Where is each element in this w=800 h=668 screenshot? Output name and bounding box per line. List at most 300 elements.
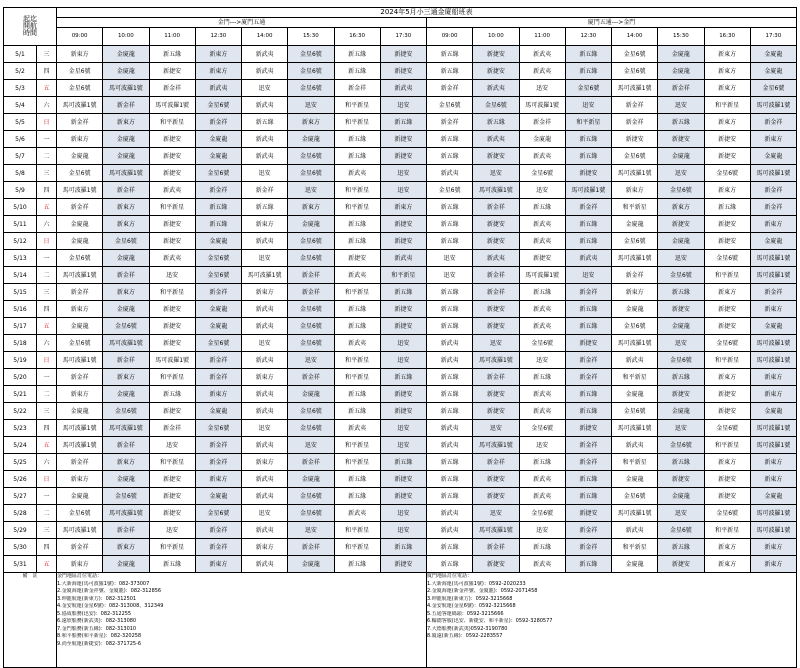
ferry-cell-outbound: 新武夷 [242, 556, 288, 573]
ferry-cell-inbound: 和平新星 [704, 267, 750, 284]
ferry-cell-inbound: 新捷安 [565, 420, 611, 437]
table-row [4, 471, 797, 488]
notes-kinmen-item: 5.協成船務(迅安)：082-312255 [57, 610, 132, 617]
ferry-cell-inbound: 金廈龍 [612, 471, 658, 488]
departure-time-right: 17:30 [750, 28, 796, 46]
ferry-cell-outbound: 迅安 [149, 267, 195, 284]
ferry-cell-inbound: 馬可波羅1號 [473, 352, 519, 369]
ferry-cell-inbound: 新東方 [612, 182, 658, 199]
ferry-cell-outbound: 新捷安 [380, 318, 426, 335]
ferry-cell-outbound: 金廈龍 [103, 301, 149, 318]
ferry-cell-inbound: 新東方 [750, 386, 796, 403]
ferry-cell-inbound: 新東方 [704, 539, 750, 556]
ferry-cell-inbound: 新五緣 [427, 233, 473, 250]
ferry-cell-outbound: 馬可波羅1號 [103, 165, 149, 182]
table-row [4, 131, 797, 148]
table-row [4, 318, 797, 335]
ferry-cell-inbound: 新五緣 [427, 199, 473, 216]
ferry-cell-inbound: 金星6號 [658, 352, 704, 369]
table-row [4, 97, 797, 114]
ferry-cell-outbound: 新東方 [242, 216, 288, 233]
ferry-cell-inbound: 新五緣 [565, 233, 611, 250]
ferry-cell-inbound: 新捷安 [565, 505, 611, 522]
ferry-cell-inbound: 新五緣 [473, 114, 519, 131]
table-row [4, 63, 797, 80]
row-date: 5/8 [4, 165, 37, 182]
ferry-cell-outbound: 新五緣 [380, 284, 426, 301]
ferry-cell-inbound: 新捷安 [473, 403, 519, 420]
ferry-cell-outbound: 新金祥 [103, 437, 149, 454]
ferry-cell-outbound: 新武夷 [380, 250, 426, 267]
ferry-cell-inbound: 新五緣 [427, 539, 473, 556]
ferry-cell-outbound: 迅安 [149, 522, 195, 539]
ferry-cell-inbound: 新捷安 [473, 233, 519, 250]
ferry-cell-inbound: 金星6號 [473, 97, 519, 114]
ferry-cell-inbound: 迅安 [658, 165, 704, 182]
ferry-cell-outbound: 新武夷 [242, 471, 288, 488]
ferry-cell-outbound: 新金祥 [57, 539, 103, 556]
row-date: 5/28 [4, 505, 37, 522]
ferry-cell-inbound: 新五緣 [427, 471, 473, 488]
ferry-cell-inbound: 馬可波羅1號 [750, 522, 796, 539]
ferry-cell-outbound: 金廈龍 [195, 233, 241, 250]
ferry-cell-outbound: 和平新星 [149, 539, 195, 556]
ferry-cell-inbound: 馬可波羅1號 [612, 420, 658, 437]
ferry-cell-outbound: 新金祥 [195, 182, 241, 199]
row-weekday: 三 [37, 46, 57, 63]
ferry-cell-inbound: 新東方 [750, 471, 796, 488]
ferry-cell-inbound: 新武夷 [427, 335, 473, 352]
ferry-cell-inbound: 新五緣 [565, 216, 611, 233]
ferry-cell-inbound: 新五緣 [658, 454, 704, 471]
ferry-cell-outbound: 新捷安 [149, 216, 195, 233]
departure-time-right: 11:00 [519, 28, 565, 46]
ferry-cell-inbound: 新東方 [704, 556, 750, 573]
departure-time-right: 09:00 [427, 28, 473, 46]
notes-xiamen-item: 7.大德船務(新武夷)0592-3190780 [427, 625, 508, 632]
ferry-cell-outbound: 新五緣 [334, 488, 380, 505]
ferry-cell-inbound: 馬可波羅1號 [612, 505, 658, 522]
ferry-cell-inbound: 金星6號 [704, 165, 750, 182]
ferry-cell-inbound: 新捷安 [704, 318, 750, 335]
row-date: 5/3 [4, 80, 37, 97]
ferry-cell-inbound: 馬可波羅1號 [750, 267, 796, 284]
ferry-cell-inbound: 新武夷 [519, 216, 565, 233]
ferry-cell-outbound: 新捷安 [380, 403, 426, 420]
row-weekday: 三 [37, 403, 57, 420]
ferry-cell-inbound: 新捷安 [704, 488, 750, 505]
ferry-cell-outbound: 和平新星 [334, 114, 380, 131]
table-row [4, 522, 797, 539]
ferry-cell-outbound: 新東方 [103, 454, 149, 471]
table-row [4, 216, 797, 233]
ferry-cell-inbound: 金廈龍 [750, 403, 796, 420]
ferry-cell-outbound: 新武夷 [242, 301, 288, 318]
direction-kinmen-to-xiamen: 金門--->廈門五通 [57, 18, 427, 28]
ferry-cell-outbound: 金廈龍 [57, 216, 103, 233]
ferry-cell-outbound: 馬可波羅1號 [57, 420, 103, 437]
ferry-cell-inbound: 新捷安 [473, 148, 519, 165]
ferry-cell-inbound: 金廈龍 [658, 488, 704, 505]
ferry-cell-outbound: 迅安 [380, 352, 426, 369]
ferry-cell-outbound: 和平新星 [334, 369, 380, 386]
ferry-cell-inbound: 新武夷 [427, 420, 473, 437]
ferry-cell-inbound: 迅安 [519, 182, 565, 199]
ferry-cell-outbound: 新東方 [195, 386, 241, 403]
ferry-cell-inbound: 新東方 [704, 114, 750, 131]
ferry-cell-outbound: 金星6號 [195, 165, 241, 182]
ferry-cell-inbound: 新金祥 [427, 114, 473, 131]
ferry-cell-outbound: 金星6號 [195, 420, 241, 437]
notes-kinmen-list [57, 581, 426, 649]
ferry-cell-outbound: 新捷安 [380, 386, 426, 403]
row-weekday: 四 [37, 182, 57, 199]
ferry-cell-inbound: 金廈龍 [612, 556, 658, 573]
table-row [4, 386, 797, 403]
ferry-cell-inbound: 新五緣 [427, 369, 473, 386]
ferry-cell-inbound: 金廈龍 [750, 318, 796, 335]
table-row [4, 556, 797, 573]
ferry-cell-inbound: 新捷安 [658, 301, 704, 318]
table-row [4, 250, 797, 267]
row-date: 5/24 [4, 437, 37, 454]
ferry-cell-inbound: 金星6號 [612, 403, 658, 420]
departure-time-left: 10:00 [103, 28, 149, 46]
ferry-cell-inbound: 迅安 [473, 420, 519, 437]
ferry-cell-outbound: 金廈龍 [288, 216, 334, 233]
notes-xiamen-list [427, 581, 796, 641]
ferry-cell-outbound: 新東方 [57, 301, 103, 318]
row-weekday: 日 [37, 471, 57, 488]
ferry-cell-inbound: 新捷安 [704, 301, 750, 318]
ferry-cell-inbound: 新武夷 [519, 403, 565, 420]
ferry-cell-outbound: 新武夷 [334, 505, 380, 522]
ferry-cell-outbound: 金星6號 [57, 505, 103, 522]
row-date: 5/13 [4, 250, 37, 267]
ferry-cell-outbound: 金廈龍 [103, 63, 149, 80]
ferry-cell-outbound: 金廈龍 [103, 131, 149, 148]
ferry-cell-outbound: 新五緣 [334, 46, 380, 63]
table-row [4, 369, 797, 386]
ferry-cell-outbound: 新金祥 [288, 284, 334, 301]
ferry-cell-outbound: 金星6號 [57, 335, 103, 352]
ferry-cell-outbound: 新五緣 [334, 148, 380, 165]
ferry-cell-inbound: 新捷安 [473, 63, 519, 80]
ferry-cell-inbound: 馬可波羅1號 [565, 182, 611, 199]
ferry-cell-inbound: 馬可波羅1號 [473, 182, 519, 199]
ferry-cell-inbound: 新捷安 [658, 131, 704, 148]
ferry-cell-inbound: 新金祥 [473, 199, 519, 216]
ferry-cell-outbound: 新武夷 [380, 80, 426, 97]
ferry-cell-inbound: 新五緣 [565, 386, 611, 403]
ferry-cell-outbound: 新五緣 [334, 131, 380, 148]
ferry-cell-inbound: 新捷安 [612, 131, 658, 148]
ferry-cell-outbound: 新金祥 [195, 539, 241, 556]
corner-cell [4, 8, 57, 46]
ferry-cell-inbound: 新東方 [750, 539, 796, 556]
ferry-cell-outbound: 新金祥 [57, 369, 103, 386]
ferry-cell-inbound: 馬可波羅1號 [519, 97, 565, 114]
row-date: 5/30 [4, 539, 37, 556]
ferry-cell-inbound: 新金祥 [612, 97, 658, 114]
ferry-cell-inbound: 金廈龍 [658, 46, 704, 63]
row-weekday: 三 [37, 165, 57, 182]
ferry-cell-outbound: 新金祥 [195, 284, 241, 301]
ferry-cell-inbound: 新五緣 [519, 284, 565, 301]
ferry-cell-inbound: 金廈龍 [612, 216, 658, 233]
ferry-cell-outbound: 新金祥 [288, 369, 334, 386]
ferry-cell-outbound: 新捷安 [380, 63, 426, 80]
ferry-cell-outbound: 新捷安 [149, 403, 195, 420]
ferry-cell-inbound: 新東方 [704, 63, 750, 80]
ferry-cell-outbound: 和平新星 [334, 437, 380, 454]
ferry-cell-outbound: 新東方 [288, 199, 334, 216]
ferry-cell-outbound: 迅安 [288, 437, 334, 454]
ferry-cell-inbound: 金星6號 [704, 250, 750, 267]
ferry-cell-inbound: 新五緣 [658, 369, 704, 386]
ferry-cell-inbound: 新五緣 [658, 284, 704, 301]
ferry-cell-outbound: 金星6號 [103, 403, 149, 420]
ferry-cell-outbound: 新東方 [103, 216, 149, 233]
row-date: 5/7 [4, 148, 37, 165]
ferry-cell-inbound: 新金祥 [612, 114, 658, 131]
ferry-cell-inbound: 新武夷 [427, 165, 473, 182]
departure-time-left: 14:00 [242, 28, 288, 46]
ferry-cell-inbound: 新捷安 [704, 403, 750, 420]
ferry-cell-outbound: 金星6號 [57, 80, 103, 97]
ferry-cell-outbound: 迅安 [380, 420, 426, 437]
row-weekday: 一 [37, 488, 57, 505]
ferry-cell-inbound: 新五緣 [565, 148, 611, 165]
ferry-cell-inbound: 迅安 [565, 267, 611, 284]
ferry-cell-inbound: 新金祥 [565, 454, 611, 471]
ferry-cell-outbound: 迅安 [242, 335, 288, 352]
notes-xiamen-item: 6.輪總客服(迅安、新捷安、和平新星)：0592-3280577 [427, 618, 553, 624]
table-row [4, 284, 797, 301]
ferry-cell-outbound: 金廈龍 [57, 318, 103, 335]
ferry-cell-outbound: 馬可波羅1號 [57, 267, 103, 284]
ferry-cell-outbound: 新金祥 [57, 454, 103, 471]
table-row [4, 539, 797, 556]
ferry-cell-inbound: 迅安 [519, 522, 565, 539]
notes-kinmen [57, 573, 427, 668]
ferry-cell-inbound: 新武夷 [519, 556, 565, 573]
row-date: 5/4 [4, 97, 37, 114]
table-row [4, 46, 797, 63]
ferry-cell-inbound: 新武夷 [427, 437, 473, 454]
ferry-cell-inbound: 新東方 [704, 80, 750, 97]
ferry-cell-inbound: 新捷安 [473, 556, 519, 573]
ferry-cell-inbound: 迅安 [658, 505, 704, 522]
ferry-cell-inbound: 迅安 [519, 80, 565, 97]
ferry-cell-inbound: 新捷安 [704, 131, 750, 148]
ferry-cell-outbound: 新武夷 [242, 488, 288, 505]
ferry-cell-inbound: 新捷安 [658, 471, 704, 488]
ferry-cell-outbound: 新金祥 [57, 114, 103, 131]
notes-kinmen-item: 6.遠欣船務(新武夷)：082-313080 [57, 618, 137, 624]
ferry-cell-outbound: 馬可波羅1號 [149, 352, 195, 369]
ferry-cell-inbound: 新捷安 [473, 301, 519, 318]
ferry-cell-inbound: 新五緣 [427, 284, 473, 301]
ferry-cell-inbound: 迅安 [565, 97, 611, 114]
ferry-cell-inbound: 金星6號 [704, 335, 750, 352]
ferry-cell-outbound: 新金祥 [334, 80, 380, 97]
ferry-cell-outbound: 新金祥 [103, 352, 149, 369]
row-date: 5/17 [4, 318, 37, 335]
ferry-cell-outbound: 金星6號 [288, 301, 334, 318]
ferry-cell-outbound: 新東方 [195, 46, 241, 63]
ferry-cell-inbound: 新金祥 [565, 539, 611, 556]
row-weekday: 二 [37, 386, 57, 403]
ferry-cell-outbound: 新捷安 [380, 301, 426, 318]
ferry-cell-inbound: 新捷安 [704, 233, 750, 250]
ferry-cell-outbound: 新捷安 [149, 131, 195, 148]
ferry-cell-outbound: 金廈龍 [195, 403, 241, 420]
ferry-cell-outbound: 和平新星 [334, 182, 380, 199]
notes-kinmen-item: 8.和平船務(和平新星)：082-320258 [57, 633, 142, 639]
ferry-cell-inbound: 金廈龍 [658, 318, 704, 335]
ferry-cell-inbound: 馬可波羅1號 [750, 250, 796, 267]
ferry-cell-outbound: 新武夷 [149, 250, 195, 267]
row-weekday: 五 [37, 80, 57, 97]
ferry-cell-outbound: 迅安 [242, 80, 288, 97]
ferry-cell-outbound: 和平新星 [334, 454, 380, 471]
row-weekday: 一 [37, 250, 57, 267]
notes-kinmen-item: 7.金門船務(新五緣)：082-313010 [57, 625, 137, 632]
ferry-cell-outbound: 新武夷 [242, 131, 288, 148]
table-row [4, 267, 797, 284]
ferry-cell-outbound: 新武夷 [242, 46, 288, 63]
ferry-cell-outbound: 和平新星 [334, 97, 380, 114]
ferry-cell-outbound: 新東方 [103, 199, 149, 216]
ferry-cell-outbound: 新捷安 [149, 63, 195, 80]
ferry-cell-outbound: 和平新星 [334, 539, 380, 556]
ferry-cell-outbound: 新武夷 [242, 352, 288, 369]
departure-time-left: 09:00 [57, 28, 103, 46]
ferry-cell-inbound: 新五緣 [427, 386, 473, 403]
ferry-cell-inbound: 金星6號 [704, 505, 750, 522]
ferry-cell-outbound: 迅安 [149, 437, 195, 454]
ferry-cell-inbound: 迅安 [658, 335, 704, 352]
ferry-cell-inbound: 新金祥 [565, 352, 611, 369]
row-date: 5/27 [4, 488, 37, 505]
ferry-cell-outbound: 和平新星 [334, 199, 380, 216]
ferry-cell-outbound: 新東方 [242, 284, 288, 301]
ferry-cell-outbound: 和平新星 [149, 114, 195, 131]
ferry-cell-outbound: 迅安 [242, 250, 288, 267]
ferry-cell-outbound: 新武夷 [242, 522, 288, 539]
row-date: 5/29 [4, 522, 37, 539]
ferry-cell-outbound: 迅安 [380, 505, 426, 522]
ferry-cell-inbound: 新金祥 [750, 199, 796, 216]
ferry-cell-outbound: 金星6號 [288, 505, 334, 522]
ferry-cell-inbound: 新武夷 [427, 352, 473, 369]
notes-kinmen-item: 3.坤龍航運(新東方)：082-312501 [57, 595, 137, 602]
ferry-cell-inbound: 新五緣 [658, 114, 704, 131]
ferry-cell-outbound: 新金祥 [149, 420, 195, 437]
ferry-cell-outbound: 新金祥 [195, 522, 241, 539]
ferry-cell-inbound: 金星6號 [658, 267, 704, 284]
ferry-cell-inbound: 新武夷 [519, 301, 565, 318]
notes-xiamen-item: 1.大新海運(馬可波羅1號)：0592-2020233 [427, 580, 526, 587]
row-weekday: 六 [37, 216, 57, 233]
direction-xiamen-to-kinmen: 廈門五通--->金門 [427, 18, 797, 28]
row-date: 5/14 [4, 267, 37, 284]
ferry-cell-inbound: 新東方 [704, 182, 750, 199]
ferry-cell-inbound: 新五緣 [565, 318, 611, 335]
ferry-cell-inbound: 新金祥 [473, 284, 519, 301]
ferry-cell-outbound: 新武夷 [334, 335, 380, 352]
ferry-cell-inbound: 馬可波羅1號 [750, 165, 796, 182]
ferry-cell-inbound: 新捷安 [473, 216, 519, 233]
row-date: 5/11 [4, 216, 37, 233]
ferry-cell-outbound: 和平新星 [149, 369, 195, 386]
ferry-cell-inbound: 新金祥 [565, 437, 611, 454]
ferry-cell-inbound: 迅安 [473, 335, 519, 352]
ferry-cell-inbound: 馬可波羅1號 [612, 165, 658, 182]
row-date: 5/19 [4, 352, 37, 369]
notes-kinmen-item: 2.金廈海運(新金祥號、金廈龍)：082-312856 [57, 588, 162, 594]
ferry-cell-outbound: 迅安 [380, 522, 426, 539]
ferry-cell-outbound: 新五緣 [380, 454, 426, 471]
ferry-cell-inbound: 新五緣 [427, 46, 473, 63]
ferry-cell-inbound: 新五緣 [565, 403, 611, 420]
row-weekday: 五 [37, 556, 57, 573]
table-row [4, 488, 797, 505]
table-row [4, 182, 797, 199]
ferry-cell-inbound: 金廈龍 [658, 148, 704, 165]
ferry-cell-inbound: 新金祥 [473, 369, 519, 386]
ferry-cell-inbound: 新五緣 [427, 454, 473, 471]
ferry-cell-outbound: 新捷安 [149, 233, 195, 250]
ferry-cell-inbound: 新捷安 [473, 488, 519, 505]
notes-table [3, 572, 797, 668]
ferry-cell-inbound: 新武夷 [427, 522, 473, 539]
ferry-cell-outbound: 新五緣 [149, 386, 195, 403]
ferry-cell-inbound: 金星6號 [519, 335, 565, 352]
ferry-cell-outbound: 新捷安 [149, 318, 195, 335]
ferry-cell-outbound: 和平新星 [380, 267, 426, 284]
ferry-cell-outbound: 金星6號 [103, 233, 149, 250]
ferry-cell-inbound: 新捷安 [704, 216, 750, 233]
ferry-cell-outbound: 金星6號 [57, 250, 103, 267]
ferry-cell-inbound: 新東方 [750, 556, 796, 573]
ferry-cell-outbound: 新捷安 [380, 131, 426, 148]
ferry-cell-inbound: 新武夷 [519, 471, 565, 488]
ferry-cell-outbound: 新金祥 [103, 522, 149, 539]
row-date: 5/9 [4, 182, 37, 199]
ferry-cell-inbound: 迅安 [519, 352, 565, 369]
ferry-cell-outbound: 金星6號 [288, 335, 334, 352]
notes-xiamen-item: 3.坤龍航運(新東方)：0592-3215668 [427, 595, 513, 602]
ferry-cell-inbound: 迅安 [658, 250, 704, 267]
ferry-cell-outbound: 新五緣 [380, 539, 426, 556]
ferry-cell-inbound: 新武夷 [519, 233, 565, 250]
ferry-cell-outbound: 新武夷 [334, 267, 380, 284]
ferry-cell-outbound: 新金祥 [57, 284, 103, 301]
row-date: 5/22 [4, 403, 37, 420]
ferry-cell-inbound: 金星6號 [427, 182, 473, 199]
ferry-cell-outbound: 新五緣 [334, 63, 380, 80]
ferry-cell-outbound: 迅安 [242, 165, 288, 182]
ferry-cell-outbound: 新五緣 [149, 46, 195, 63]
ferry-cell-outbound: 新東方 [195, 556, 241, 573]
ferry-cell-inbound: 新捷安 [658, 556, 704, 573]
ferry-cell-outbound: 新武夷 [195, 80, 241, 97]
ferry-cell-inbound: 新捷安 [519, 250, 565, 267]
ferry-cell-outbound: 金星6號 [288, 165, 334, 182]
ferry-cell-outbound: 迅安 [380, 165, 426, 182]
